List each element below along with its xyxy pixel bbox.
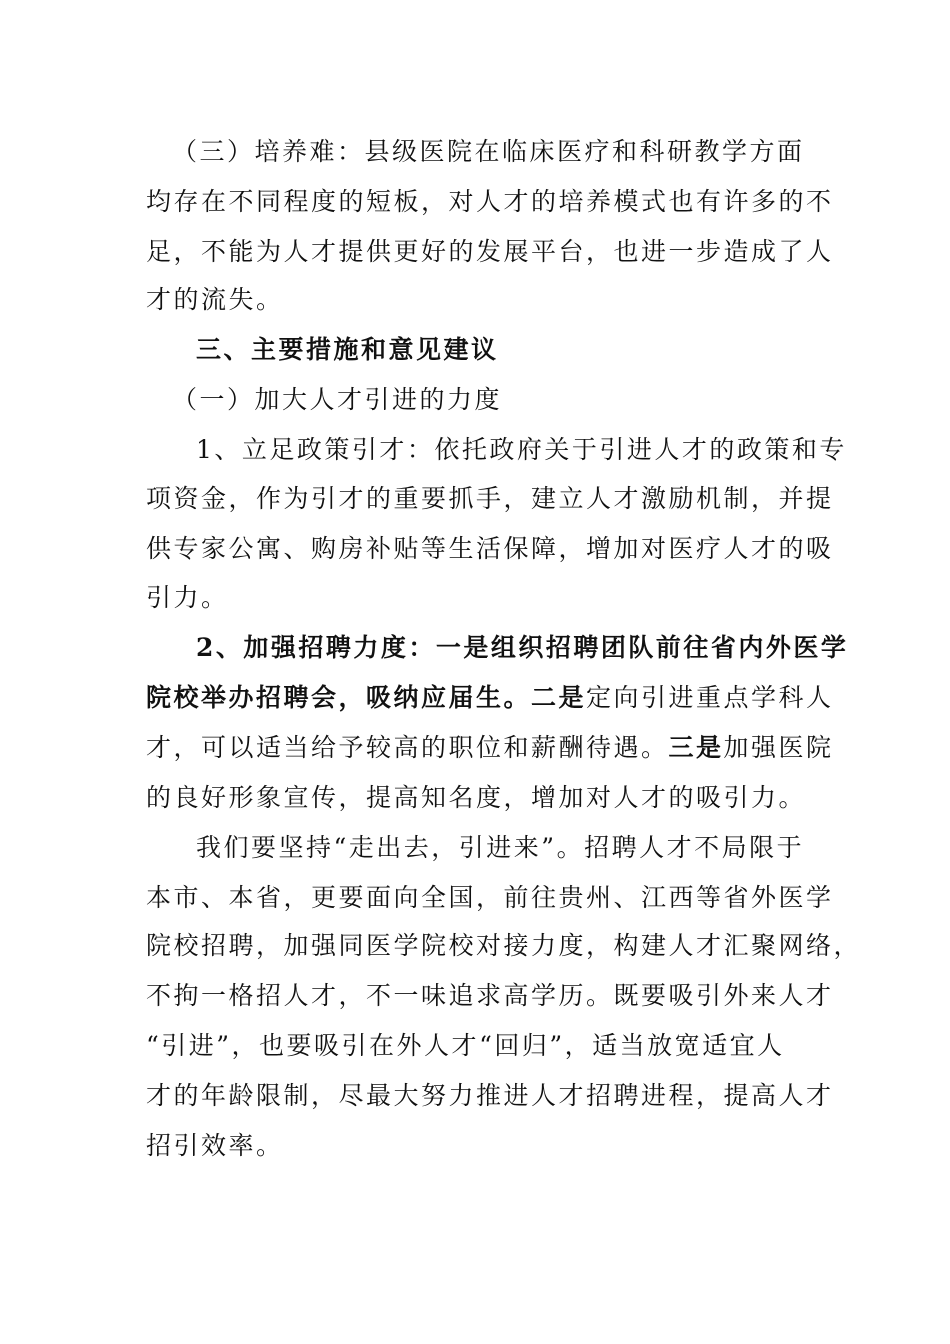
paragraph-line: 院校招聘，加强同医学院校对接力度，构建人才汇聚网络， (146, 931, 862, 960)
plain-text: 定向引进重点学科人 (586, 683, 834, 712)
paragraph-line: 本市、本省，更要面向全国，前往贵州、江西等省外医学 (146, 883, 834, 912)
paragraph-line: 的良好形象宣传，提高知名度，增加对人才的吸引力。 (146, 783, 807, 812)
bold-marker: 三是 (668, 733, 724, 762)
section-heading: 三、主要措施和意见建议 (196, 335, 499, 364)
mixed-paragraph-line (146, 682, 834, 714)
paragraph-line: 供专家公寓、购房补贴等生活保障，增加对医疗人才的吸 (146, 534, 834, 563)
mixed-paragraph-line (146, 732, 834, 764)
paragraph-line: 才的流失。 (146, 285, 284, 314)
paragraph-line: 不拘一格招人才，不一味追求高学历。既要吸引外来人才 (146, 981, 834, 1010)
bold-paragraph-line: 2、加强招聘力度：一是组织招聘团队前往省内外医学 (196, 633, 849, 662)
bold-marker: 二是 (531, 683, 587, 712)
paragraph-line: （三）培养难：县级医院在临床医疗和科研教学方面 (172, 137, 805, 166)
paragraph-line: 均存在不同程度的短板，对人才的培养模式也有许多的不 (146, 187, 834, 216)
paragraph-line: 我们要坚持“走出去，引进来”。招聘人才不局限于 (196, 833, 805, 862)
paragraph-line: 项资金，作为引才的重要抓手，建立人才激励机制，并提 (146, 484, 834, 513)
paragraph-line: “引进”，也要吸引在外人才“回归”，适当放宽适宜人 (146, 1031, 785, 1060)
paragraph-line: 引力。 (146, 583, 229, 612)
plain-text: 才，可以适当给予较高的职位和薪酬待遇。 (146, 733, 669, 762)
plain-text: 加强医院 (723, 733, 834, 762)
paragraph-line: 招引效率。 (146, 1131, 284, 1160)
paragraph-line: 1、立足政策引才：依托政府关于引进人才的政策和专 (196, 435, 847, 464)
paragraph-line: 才的年龄限制，尽最大努力推进人才招聘进程，提高人才 (146, 1081, 834, 1110)
paragraph-line: 足，不能为人才提供更好的发展平台，也进一步造成了人 (146, 237, 834, 266)
subsection-heading: （一）加大人才引进的力度 (172, 385, 503, 414)
bold-text: 院校举办招聘会，吸纳应届生。 (146, 683, 532, 712)
